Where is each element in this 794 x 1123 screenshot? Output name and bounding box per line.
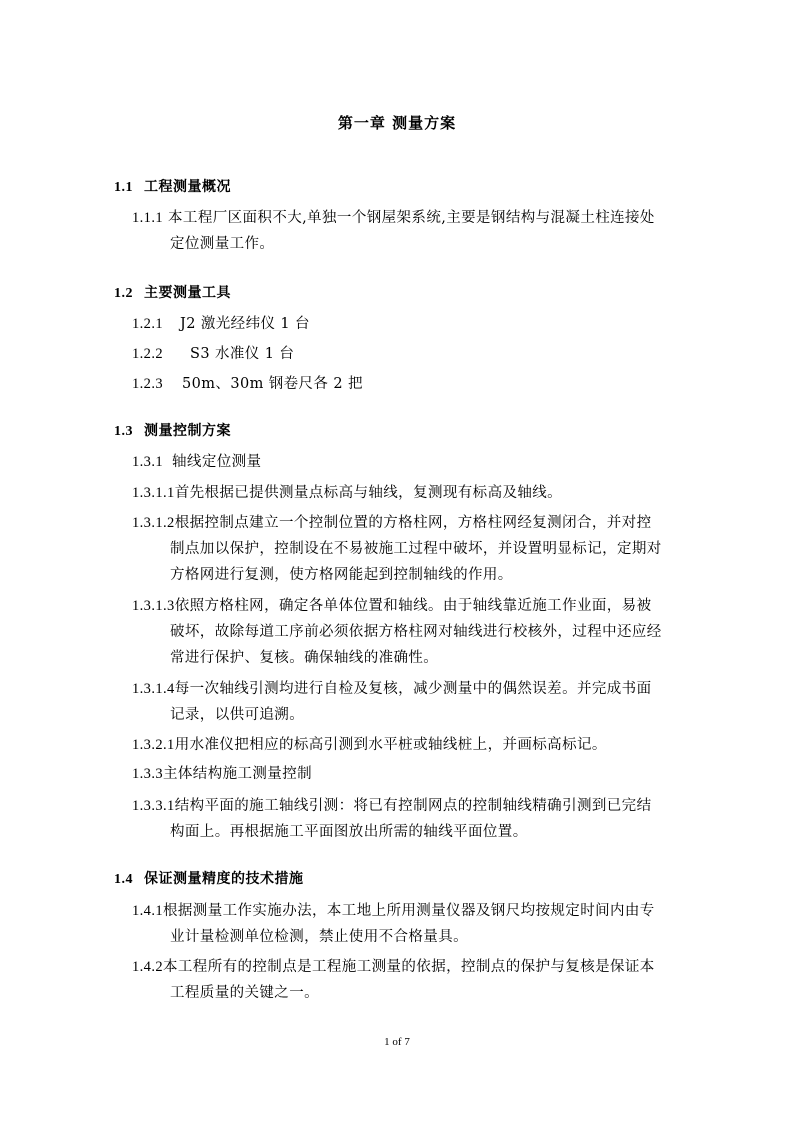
paragraph-line: 结构平面的施工轴线引测：将已有控制网点的控制轴线精确引测到已完结 <box>174 798 652 814</box>
paragraph-1-1-1 <box>132 206 655 230</box>
paragraph-1-3-1-1 <box>132 481 562 505</box>
paragraph-1-3-3-1 <box>132 794 651 818</box>
section-number: 1.2 <box>114 286 133 301</box>
subsection-1-3-3 <box>132 762 312 786</box>
paragraph-line: 用水准仪把相应的标高引测到水平桩或轴线桩上，并画标高标记。 <box>174 737 607 753</box>
section-number: 1.1 <box>114 180 133 195</box>
paragraph-text: 轴线定位测量 <box>172 454 262 470</box>
chapter-title: 第一章 测量方案 <box>337 114 457 132</box>
paragraph-1-4-2 <box>132 955 655 979</box>
paragraph-line: 本工程所有的控制点是工程施工测量的依据，控制点的保护与复核是保证本 <box>163 959 655 975</box>
paragraph-1-3-1-4 <box>132 677 651 701</box>
list-item-text: J2 激光经纬仪 1 台 <box>180 316 310 332</box>
subsection-1-3-1 <box>132 450 261 474</box>
paragraph-line: 制点加以保护，控制设在不易被施工过程中破坏，并设置明显标记，定期对 <box>170 541 662 557</box>
paragraph-text: 主体结构施工测量控制 <box>163 766 312 782</box>
section-heading-1-2 <box>114 282 231 302</box>
paragraph-line: 方格网进行复测，使方格网能起到控制轴线的作用。 <box>170 567 513 583</box>
paragraph-line: 定位测量工作。 <box>170 236 275 252</box>
list-item-number: 1.2.1 <box>132 316 163 332</box>
paragraph-1-3-2-1 <box>132 733 607 757</box>
list-item-1-2-2 <box>132 342 294 366</box>
section-number: 1.4 <box>114 872 133 887</box>
section-title: 测量控制方案 <box>144 423 231 439</box>
paragraph-number: 1.3.3.1 <box>132 798 175 814</box>
paragraph-number: 1.3.1.3 <box>132 598 175 614</box>
paragraph-line: 每一次轴线引测均进行自检及复核，减少测量中的偶然误差。并完成书面 <box>174 681 652 697</box>
paragraph-line: 依照方格柱网，确定各单体位置和轴线。由于轴线靠近施工作业面，易被 <box>174 598 652 614</box>
paragraph-line: 根据控制点建立一个控制位置的方格柱网，方格柱网经复测闭合，并对控 <box>174 515 652 531</box>
paragraph-number: 1.3.3 <box>132 766 163 782</box>
paragraph-number: 1.3.2.1 <box>132 737 175 753</box>
section-title: 工程测量概况 <box>144 179 231 195</box>
section-heading-1-3 <box>114 420 231 440</box>
paragraph-line: 本工程厂区面积不大,单独一个钢屋架系统,主要是钢结构与混凝土柱连接处 <box>168 210 655 226</box>
paragraph-number: 1.3.1.4 <box>132 681 175 697</box>
paragraph-number: 1.3.1 <box>132 454 163 470</box>
paragraph-line: 根据测量工作实施办法，本工地上所用测量仪器及钢尺均按规定时间内由专 <box>163 903 655 919</box>
list-item-number: 1.2.2 <box>132 346 163 362</box>
paragraph-line: 记录，以供可追溯。 <box>170 707 305 723</box>
section-title: 保证测量精度的技术措施 <box>144 871 304 887</box>
section-heading-1-4 <box>114 868 304 888</box>
list-item-number: 1.2.3 <box>132 376 163 392</box>
page-number-footer: 1 of 7 <box>384 1036 410 1048</box>
paragraph-line: 工程质量的关键之一。 <box>170 985 319 1001</box>
paragraph-1-3-1-2 <box>132 511 651 535</box>
list-item-text: S3 水准仪 1 台 <box>190 346 295 362</box>
paragraph-1-4-1 <box>132 899 655 923</box>
list-item-1-2-1 <box>132 312 310 336</box>
paragraph-line: 常进行保护、复核。确保轴线的准确性。 <box>170 650 439 666</box>
paragraph-number: 1.3.1.1 <box>132 485 175 501</box>
list-item-text: 50m、30m 钢卷尺各 2 把 <box>182 376 363 392</box>
paragraph-line: 破坏，故除每道工序前必须依据方格柱网对轴线进行校核外，过程中还应经 <box>170 624 662 640</box>
paragraph-number: 1.4.1 <box>132 903 163 919</box>
section-title: 主要测量工具 <box>144 285 231 301</box>
paragraph-number: 1.1.1 <box>132 210 163 226</box>
section-number: 1.3 <box>114 424 133 439</box>
paragraph-line: 构面上。再根据施工平面图放出所需的轴线平面位置。 <box>170 824 528 840</box>
section-heading-1-1 <box>114 176 231 196</box>
paragraph-line: 业计量检测单位检测，禁止使用不合格量具。 <box>170 929 468 945</box>
list-item-1-2-3 <box>132 372 363 396</box>
paragraph-number: 1.3.1.2 <box>132 515 175 531</box>
paragraph-line: 首先根据已提供测量点标高与轴线，复测现有标高及轴线。 <box>174 485 563 501</box>
paragraph-number: 1.4.2 <box>132 959 163 975</box>
paragraph-1-3-1-3 <box>132 594 651 618</box>
